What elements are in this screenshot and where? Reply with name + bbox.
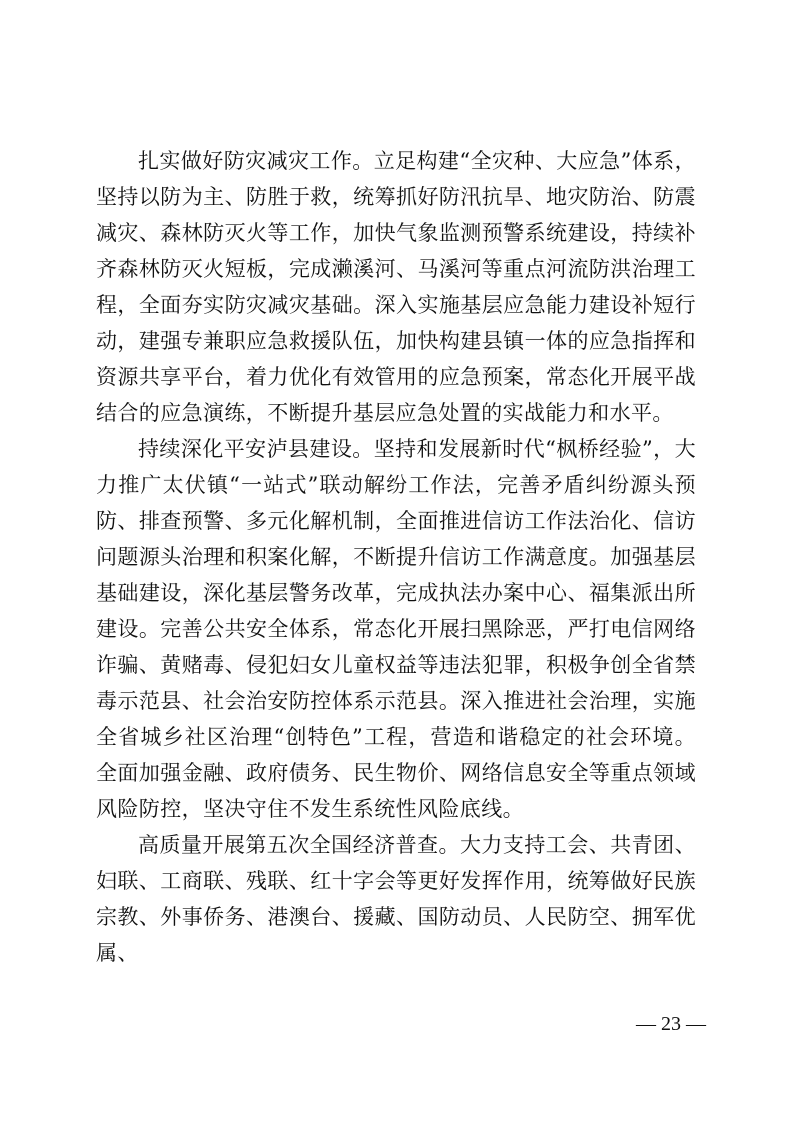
page-number: — 23 — xyxy=(636,1013,706,1035)
paragraph-economic-census: 高质量开展第五次全国经济普查。大力支持工会、共青团、妇联、工商联、残联、红十字会等更好发挥作用，统筹做好民族宗教、外事侨务、港澳台、援藏、国防动员、人民防空、拥军优属、 xyxy=(96,833,696,965)
body-text xyxy=(96,143,696,971)
paragraph-safe-county: 持续深化平安泸县建设。坚持和发展新时代“枫桥经验”，大力推广太伏镇“一站式”联动解纷工作法，完善矛盾纠纷源头预防、排查预警、多元化解机制，全面推进信访工作法治化、信访问题源头治理和积案化解，不断提升信访工作满意度。加强基层基础建设，深化基层警务改革，完成执法办案中心、福集派出所建设。完善公共安全体系，常态化开展扫黑除恶，严打电信网络诈骗、黄赌毒、侵犯妇女儿童权益等违法犯罪，积极争创全省禁毒示范县、社会治安防控体系示范县。深入推进社会治理，实施全省城乡社区治理“创特色”工程，营造和谐稳定的社会环境。全面加强金融、政府债务、民生物价、网络信息安全等重点领域风险防控，坚决守住不发生系统性风险底线。 xyxy=(96,437,696,821)
paragraph-disaster-prevention: 扎实做好防灾减灾工作。立足构建“全灾种、大应急”体系，坚持以防为主、防胜于救，统筹抓好防汛抗旱、地灾防治、防震减灾、森林防灭火等工作，加快气象监测预警系统建设，持续补齐森林防灭火短板，完成濑溪河、马溪河等重点河流防洪治理工程，全面夯实防灾减灾基础。深入实施基层应急能力建设补短行动，建强专兼职应急救援队伍，加快构建县镇一体的应急指挥和资源共享平台，着力优化有效管用的应急预案，常态化开展平战结合的应急演练，不断提升基层应急处置的实战能力和水平。 xyxy=(96,149,696,425)
